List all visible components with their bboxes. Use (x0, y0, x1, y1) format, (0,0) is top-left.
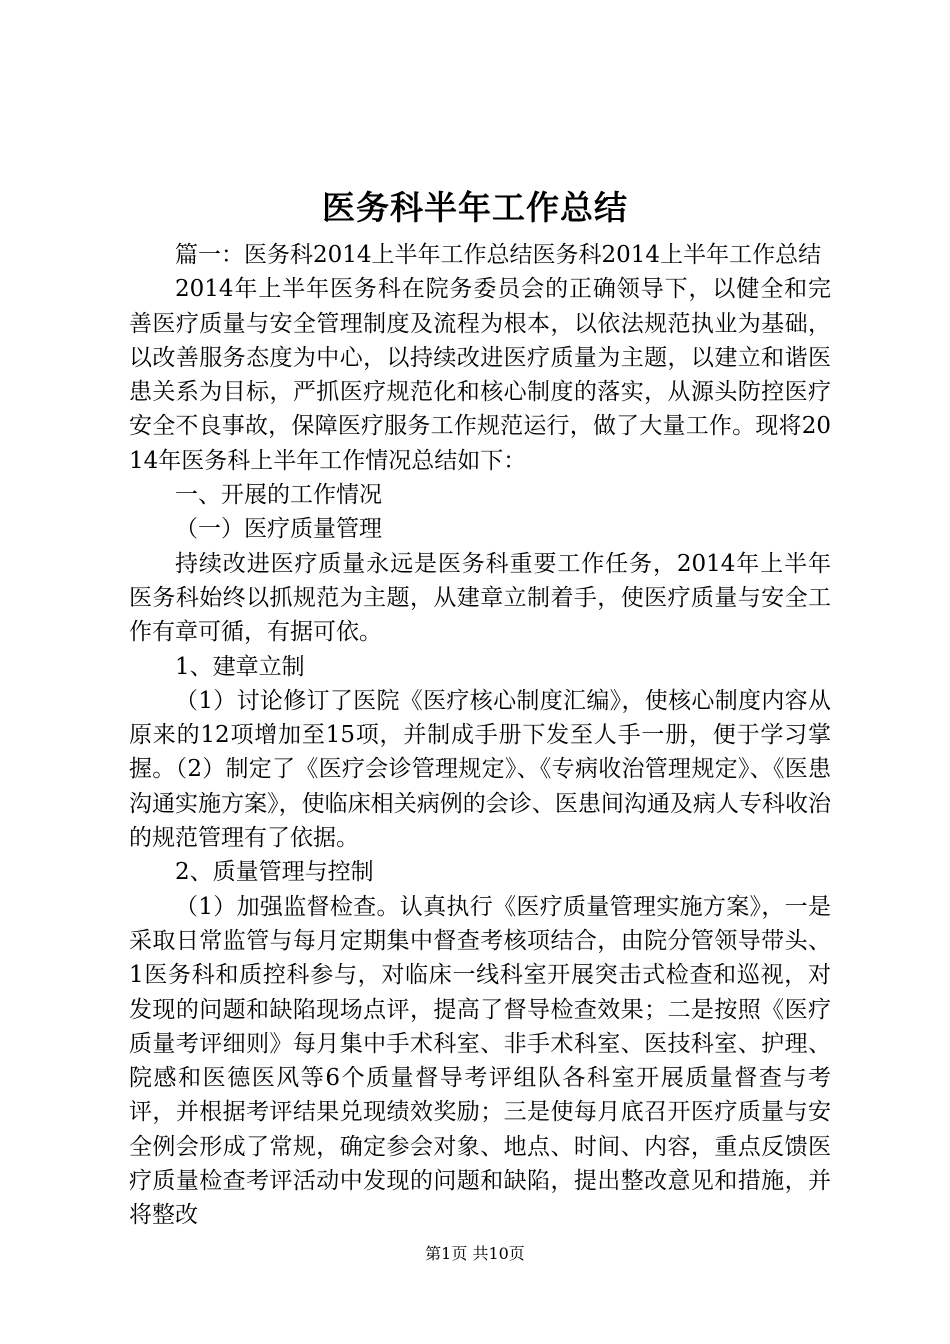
paragraph-rules: （1）讨论修订了医院《医疗核心制度汇编》，使核心制度内容从原来的12项增加至15项，并制成手册下发至人手一册，便于学习掌握。（2）制定了《医疗会诊管理规定》、《专病收治管理规定》、《医患沟通实施方案》，使临床相关病例的会诊、医患间沟通及病人专科收治的规范管理有了依据。 (129, 687, 831, 852)
paragraph-overview: 2014年上半年医务科在院务委员会的正确领导下，以健全和完善医疗质量与安全管理制度及流程为根本，以依法规范执业为基础，以改善服务态度为中心，以持续改进医疗质量为主题，以建立和谐医患关系为目标，严抓医疗规范化和核心制度的落实，从源头防控医疗安全不良事故，保障医疗服务工作规范运行，做了大量工作。现将2014年医务科上半年工作情况总结如下： (129, 276, 831, 474)
subsection-heading: （一）医疗质量管理 (175, 516, 382, 543)
paragraph-quality-control: （1）加强监督检查。认真执行《医疗质量管理实施方案》，一是采取日常监管与每月定期集中督查考核项结合，由院分管领导带头、1医务科和质控科参与，对临床一线科室开展突击式检查和巡视，对发现的问题和缺陷现场点评，提高了督导检查效果；二是按照《医疗质量考评细则》每月集中手术科室、非手术科室、医技科室、护理、院感和医德医风等6个质量督导考评组队各科室开展质量督查与考评，并根据考评结果兑现绩效奖励；三是使每月底召开医疗质量与安全例会形成了常规，确定参会对象、地点、时间、内容，重点反馈医疗质量检查考评活动中发现的问题和缺陷，提出整改意见和措施，并将整改 (129, 893, 831, 1229)
document-title: 医务科半年工作总结 (322, 188, 628, 227)
item-heading-quality-control: 2、质量管理与控制 (175, 859, 374, 886)
item-heading-rules: 1、建章立制 (175, 653, 305, 680)
section-heading: 一、开展的工作情况 (175, 482, 382, 509)
page-number-footer: 第1页 共10页 (425, 1244, 525, 1263)
paragraph-intro: 篇一：医务科2014上半年工作总结医务科2014上半年工作总结 (175, 242, 822, 268)
document-body (129, 238, 831, 1233)
paragraph-quality-intro: 持续改进医疗质量永远是医务科重要工作任务，2014年上半年医务科始终以抓规范为主题，从建章立制着手，使医疗质量与安全工作有章可循，有据可依。 (129, 550, 831, 646)
